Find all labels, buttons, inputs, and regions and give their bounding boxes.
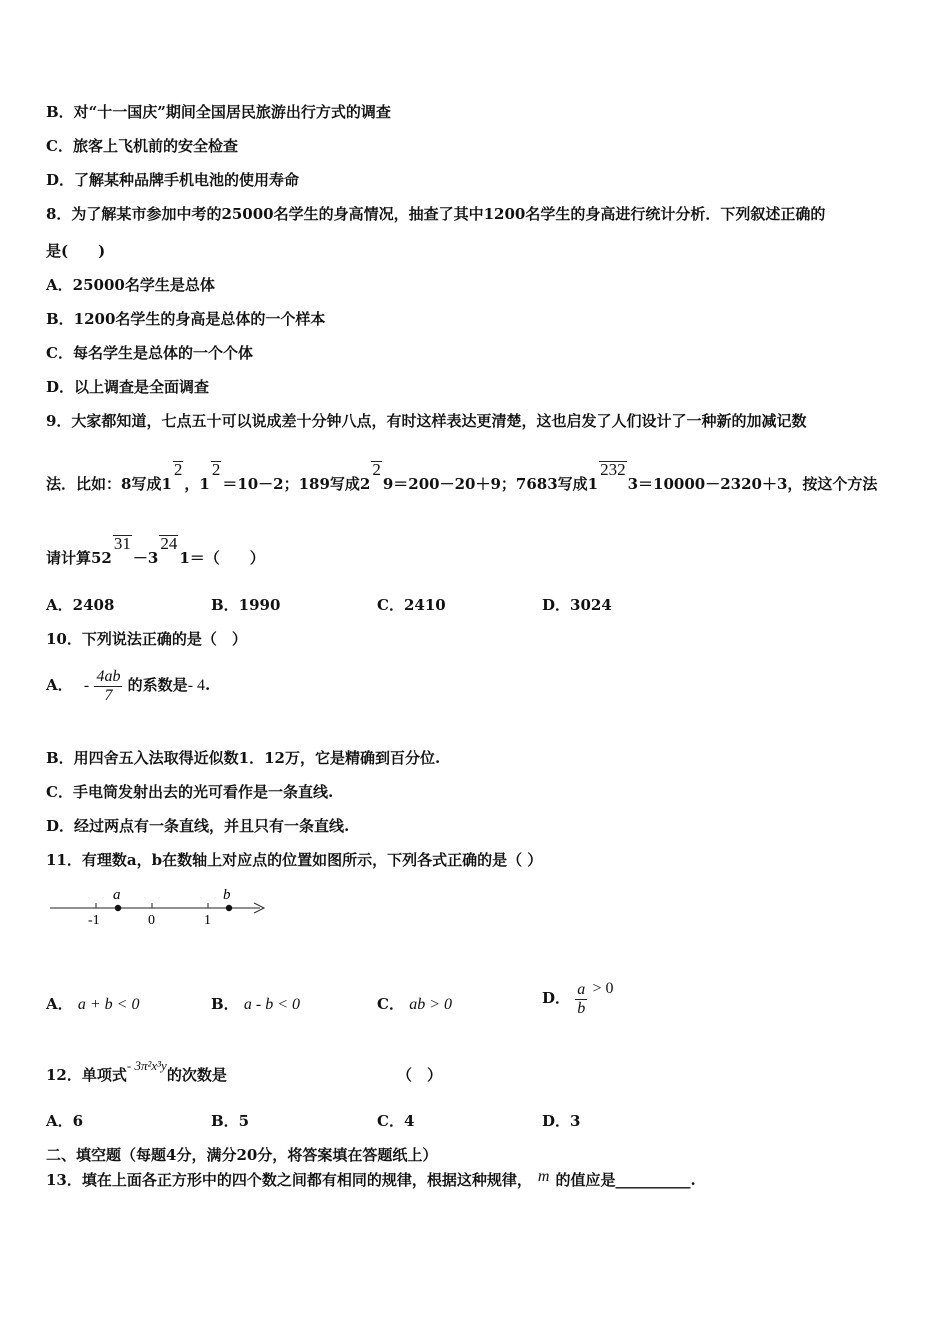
q10-a-denominator: 7 bbox=[104, 686, 113, 704]
q10-option-c: C．手电筒发射出去的光可看作是一条直线. bbox=[46, 783, 334, 801]
q9-text-5: 3＝10000－2320＋3，按这个方法 bbox=[627, 475, 878, 493]
q10-a-end: . bbox=[205, 676, 211, 694]
q8-stem-line2: 是( ) bbox=[46, 242, 106, 260]
q12-option-c: C．4 bbox=[377, 1112, 415, 1130]
q11-number-line bbox=[46, 882, 271, 930]
q11-d-rest: > 0 bbox=[592, 980, 614, 997]
q9-text-3: ＝10－2；189写成2 bbox=[222, 475, 371, 493]
q10-stem: 10．下列说法正确的是（ ） bbox=[46, 630, 247, 648]
q11-d-denominator: b bbox=[577, 999, 586, 1017]
point-a bbox=[115, 905, 121, 911]
q13-text-1: 13．填在上面各正方形中的四个数之间都有相同的规律，根据这种规律， bbox=[46, 1171, 532, 1189]
q10-a-value: - 4 bbox=[187, 677, 206, 694]
q9-option-c: C．2410 bbox=[377, 596, 446, 614]
q9-text-4: 9＝200－20＋9；7683写成1 bbox=[382, 475, 599, 493]
q9-overline-1: 2 bbox=[173, 460, 183, 479]
label-minus-1: -1 bbox=[88, 913, 100, 928]
q9-calc-1: 请计算52 bbox=[46, 549, 112, 567]
q10-option-a bbox=[46, 665, 210, 705]
q9-stem-line1: 9．大家都知道，七点五十可以说成差十分钟八点，有时这样表达更清楚，这也启发了人们设计了一种新的加减记数 bbox=[46, 412, 807, 430]
q8-stem-line1: 8．为了解某市参加中考的25000名学生的身高情况，抽查了其中1200名学生的身高进行统计分析．下列叙述正确的 bbox=[46, 205, 826, 223]
q9-text-2: ，1 bbox=[184, 475, 210, 493]
q11-c-label: C． bbox=[377, 995, 404, 1013]
q11-option-c bbox=[377, 994, 452, 1015]
q12-option-a: A．6 bbox=[46, 1112, 84, 1130]
q13-m: m bbox=[537, 1168, 550, 1185]
q13-end: . bbox=[690, 1171, 696, 1189]
q11-d-fraction bbox=[575, 981, 587, 1018]
q8-option-c: C．每名学生是总体的一个个体 bbox=[46, 344, 253, 362]
label-a: a bbox=[113, 887, 121, 903]
q9-overline-3: 2 bbox=[372, 460, 381, 479]
label-0: 0 bbox=[148, 913, 155, 928]
q11-d-label: D． bbox=[542, 989, 571, 1007]
q12-stem bbox=[46, 1058, 443, 1086]
q12-monomial: - 3π²x³y bbox=[126, 1058, 167, 1073]
q11-a-label: A． bbox=[46, 995, 73, 1013]
q9-option-d: D．3024 bbox=[542, 596, 612, 614]
point-b bbox=[226, 905, 232, 911]
q13-stem bbox=[46, 1170, 696, 1191]
q9-stem-line2 bbox=[46, 460, 878, 494]
label-b: b bbox=[223, 887, 231, 903]
q13-text-2: 的值应是 bbox=[555, 1171, 616, 1189]
q12-option-d: D．3 bbox=[542, 1112, 581, 1130]
q10-a-label: A． bbox=[46, 676, 73, 694]
q9-overline-2: 2 bbox=[211, 460, 221, 479]
q7-option-c: C．旅客上飞机前的安全检查 bbox=[46, 137, 238, 155]
q11-b-label: B． bbox=[211, 995, 239, 1013]
q12-text-1: 12．单项式 bbox=[46, 1066, 127, 1084]
q11-option-a bbox=[46, 994, 139, 1015]
q8-option-d: D．以上调查是全面调查 bbox=[46, 378, 210, 396]
q11-option-d bbox=[542, 968, 614, 1028]
q11-d-numerator: a bbox=[577, 980, 586, 998]
q8-option-b: B．1200名学生的身高是总体的一个样本 bbox=[46, 310, 326, 328]
q11-c-expr: ab > 0 bbox=[409, 996, 452, 1013]
q12-paren: （ ） bbox=[397, 1066, 443, 1084]
q12-option-b: B．5 bbox=[211, 1112, 250, 1130]
q7-option-b: B．对“十一国庆”期间全国居民旅游出行方式的调查 bbox=[46, 103, 391, 121]
q11-option-b bbox=[211, 994, 300, 1015]
q10-option-d: D．经过两点有一条直线，并且只有一条直线. bbox=[46, 817, 350, 835]
q9-text-1: 法．比如：8写成1 bbox=[46, 475, 172, 493]
q10-option-b: B．用四舍五入法取得近似数1．12万，它是精确到百分位. bbox=[46, 749, 441, 767]
q10-a-minus: - bbox=[83, 677, 90, 694]
q9-option-b: B．1990 bbox=[211, 596, 281, 614]
q8-option-a: A．25000名学生是总体 bbox=[46, 276, 215, 294]
section-2-title: 二、填空题（每题4分，满分20分，将答案填在答题纸上） bbox=[46, 1146, 438, 1164]
q9-option-a: A．2408 bbox=[46, 596, 115, 614]
q9-overline-4: 232 bbox=[600, 460, 626, 479]
q13-blank[interactable]: __________ bbox=[615, 1171, 691, 1189]
q10-a-numerator: 4ab bbox=[96, 667, 121, 685]
q10-a-text: 的系数是 bbox=[127, 676, 188, 694]
q9-calc-2: －3 bbox=[132, 549, 159, 567]
q9-stem-line3 bbox=[46, 534, 265, 568]
q9-calc-overline-2: 24 bbox=[160, 534, 178, 553]
q9-calc-overline-1: 31 bbox=[113, 534, 131, 553]
q12-text-2: 的次数是 bbox=[166, 1066, 227, 1084]
q7-option-d: D．了解某种品牌手机电池的使用寿命 bbox=[46, 171, 300, 189]
q9-calc-3: 1＝（ ） bbox=[179, 549, 265, 567]
q11-a-expr: a + b < 0 bbox=[77, 996, 140, 1013]
q11-b-expr: a - b < 0 bbox=[243, 996, 301, 1013]
label-1: 1 bbox=[204, 913, 211, 928]
q10-a-fraction bbox=[94, 668, 122, 705]
q11-stem: 11．有理数a，b在数轴上对应点的位置如图所示，下列各式正确的是（ ） bbox=[46, 851, 543, 869]
